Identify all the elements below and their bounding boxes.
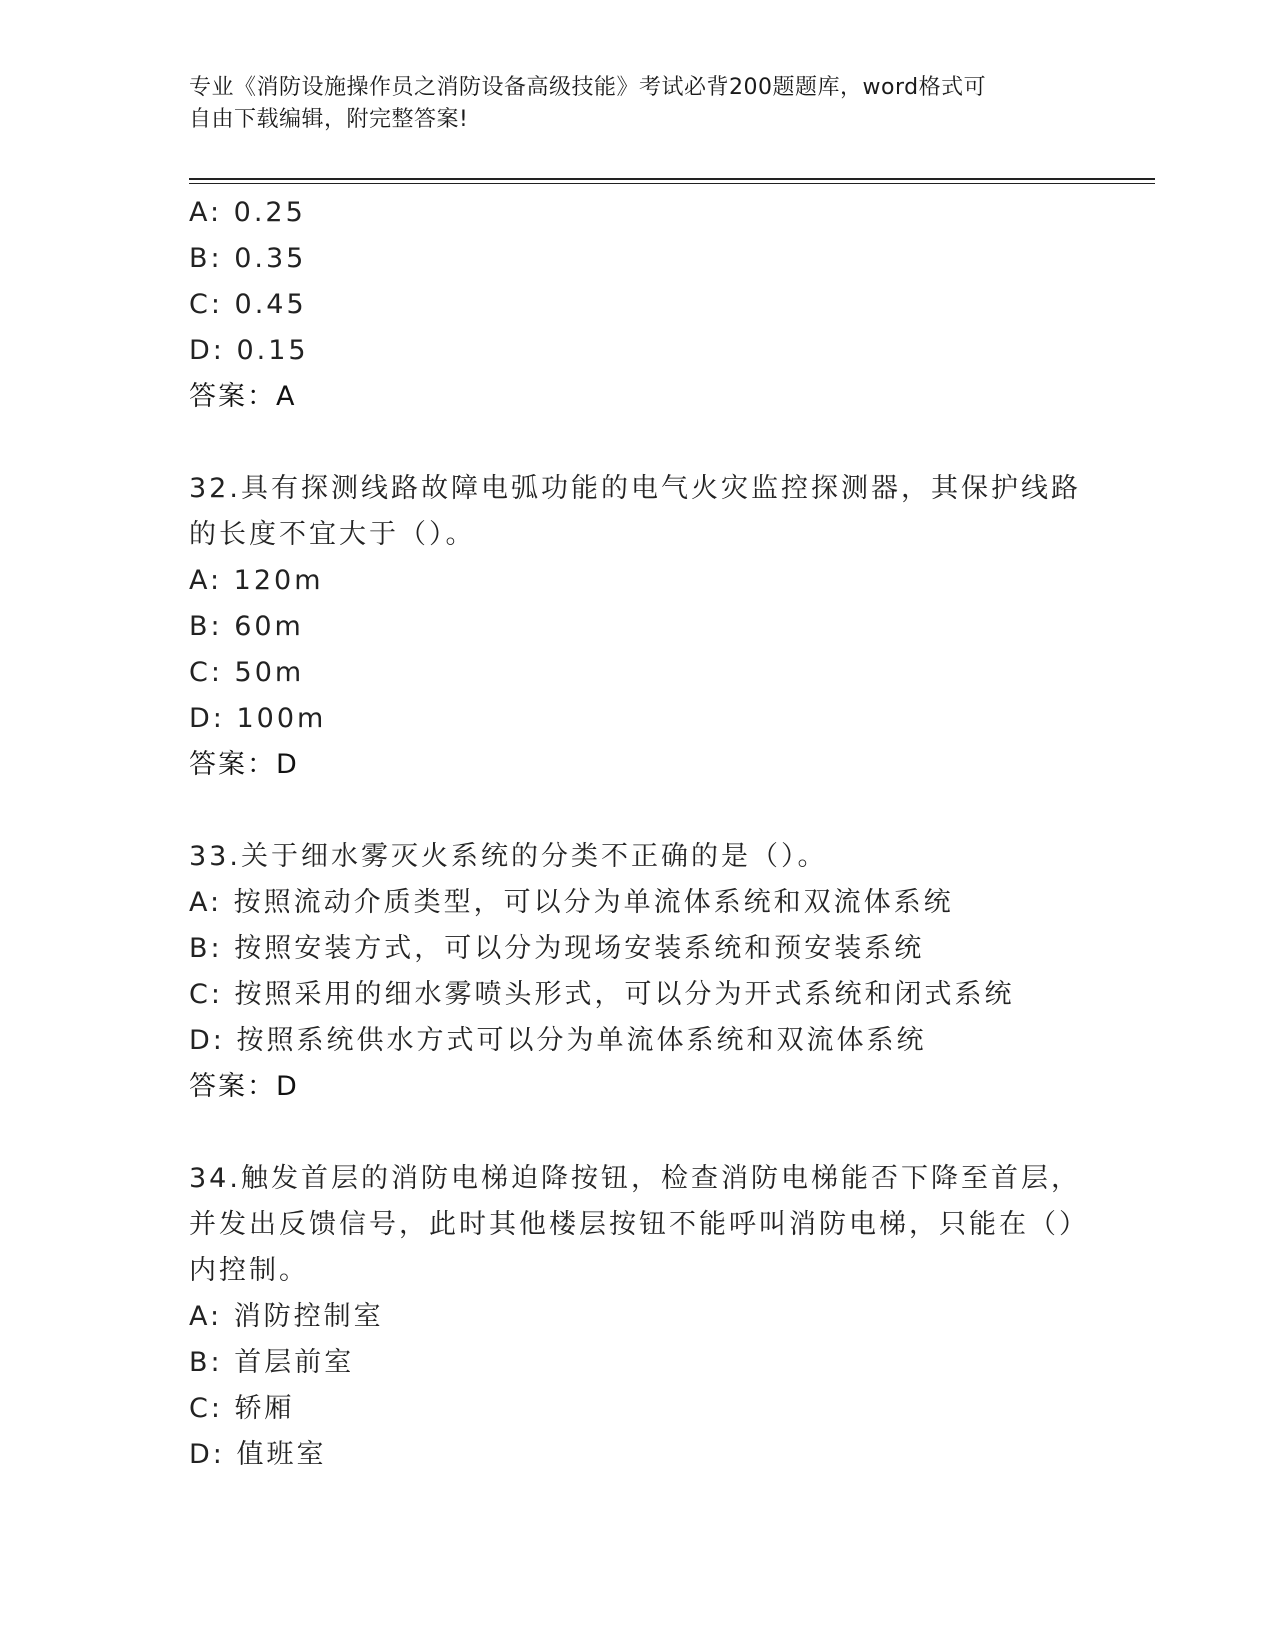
question-34: 34.触发首层的消防电梯迫降按钮，检查消防电梯能否下降至首层，并发出反馈信号，此时其他楼层按钮不能呼叫消防电梯，只能在（）内控制。 [189, 1163, 1089, 1286]
option-d: D: 值班室 [189, 1439, 327, 1470]
option-b: B: 首层前室 [189, 1347, 355, 1378]
option-c: C: 轿厢 [189, 1393, 295, 1424]
answer-text: 答案：D [189, 1071, 299, 1102]
option-a: A: 0.25 [189, 197, 306, 228]
option-b: B: 按照安装方式，可以分为现场安装系统和预安装系统 [189, 933, 925, 964]
question-32: 32.具有探测线路故障电弧功能的电气火灾监控探测器，其保护线路的长度不宜大于（）。 [189, 473, 1081, 550]
question-33: 33.关于细水雾灭火系统的分类不正确的是（）。 [189, 841, 828, 872]
option-c: C: 0.45 [189, 289, 307, 320]
answer-text: 答案：D [189, 749, 299, 780]
option-c: C: 按照采用的细水雾喷头形式，可以分为开式系统和闭式系统 [189, 979, 1015, 1010]
header-divider-thin [189, 183, 1155, 184]
option-d: D: 按照系统供水方式可以分为单流体系统和双流体系统 [189, 1025, 927, 1056]
option-d: D: 100m [189, 703, 327, 734]
option-b: B: 0.35 [189, 243, 307, 274]
option-d: D: 0.15 [189, 335, 309, 366]
header-line-1: 专业《消防设施操作员之消防设备高级技能》考试必背200题题库，word格式可 [189, 75, 987, 100]
question-list [189, 190, 1089, 1478]
option-a: A: 消防控制室 [189, 1301, 384, 1332]
answer-text: 答案：A [189, 381, 297, 412]
option-a: A: 按照流动介质类型，可以分为单流体系统和双流体系统 [189, 887, 954, 918]
document-header [189, 72, 1069, 136]
option-a: A: 120m [189, 565, 324, 596]
option-c: C: 50m [189, 657, 305, 688]
header-line-2: 自由下载编辑，附完整答案! [189, 107, 469, 132]
header-divider [189, 178, 1155, 180]
option-b: B: 60m [189, 611, 304, 642]
